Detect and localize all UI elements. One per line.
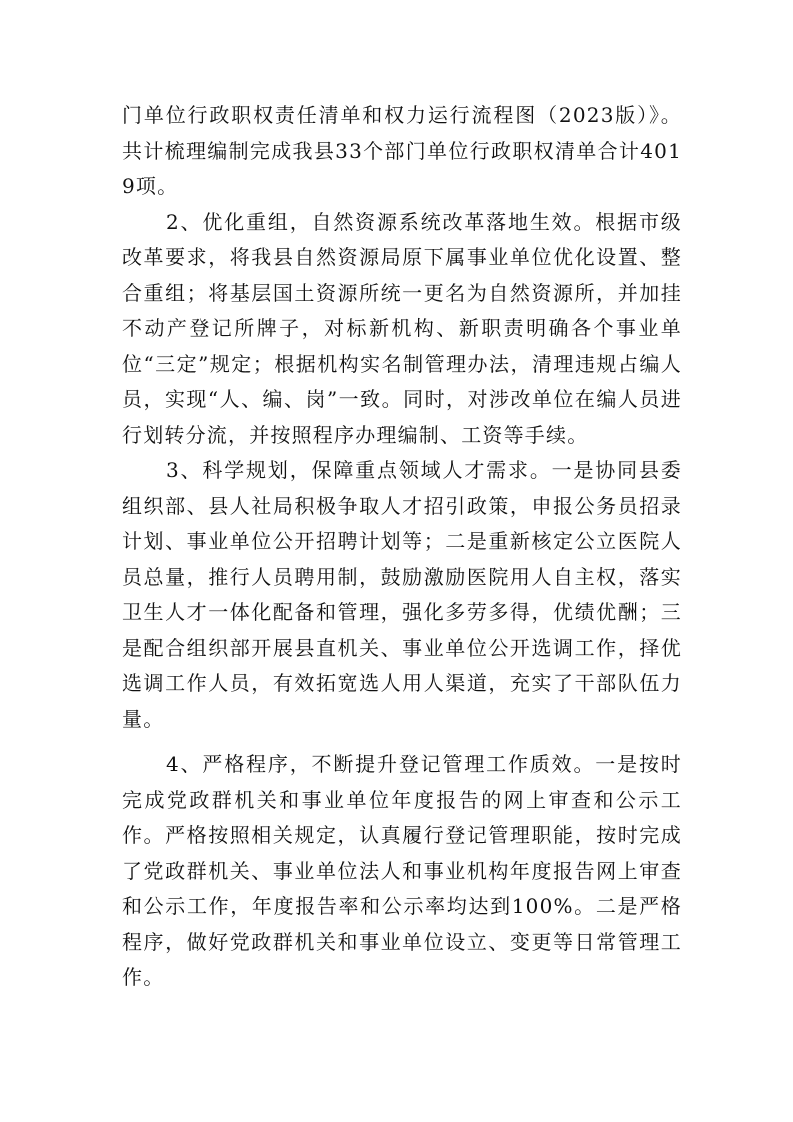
paragraph-item-2: 2、优化重组，自然资源系统改革落地生效。根据市级改革要求，将我县自然资源局原下属事业单位优化设置、整合重组；将基层国土资源所统一更名为自然资源所，并加挂不动产登记所牌子，对标新机构、新职责明确各个事业单位“三定”规定；根据机构实名制管理办法，清理违规占编人员，实现“人、编、岗”一致。同时，对涉改单位在编人员进行划转分流，并按照程序办理编制、工资等手续。 (122, 209, 682, 447)
paragraph-continuation: 门单位行政职权责任清单和权力运行流程图（2023版）》。共计梳理编制完成我县33个部门单位行政职权清单合计4019项。 (122, 103, 682, 198)
paragraph-item-4: 4、严格程序，不断提升登记管理工作质效。一是按时完成党政群机关和事业单位年度报告的网上审查和公示工作。严格按照相关规定，认真履行登记管理职能，按时完成了党政群机关、事业单位法人和事业机构年度报告网上审查和公示工作，年度报告率和公示率均达到100%。二是严格程序，做好党政群机关和事业单位设立、变更等日常管理工作。 (122, 752, 682, 989)
document-body (122, 98, 682, 996)
paragraph-item-3: 3、科学规划，保障重点领域人才需求。一是协同县委组织部、县人社局积极争取人才招引政策，申报公务员招录计划、事业单位公开招聘计划等；二是重新核定公立医院人员总量，推行人员聘用制，鼓励激励医院用人自主权，落实卫生人才一体化配备和管理，强化多劳多得，优绩优酬；三是配合组织部开展县直机关、事业单位公开选调工作，择优选调工作人员，有效拓宽选人用人渠道，充实了干部队伍力量。 (122, 458, 682, 731)
